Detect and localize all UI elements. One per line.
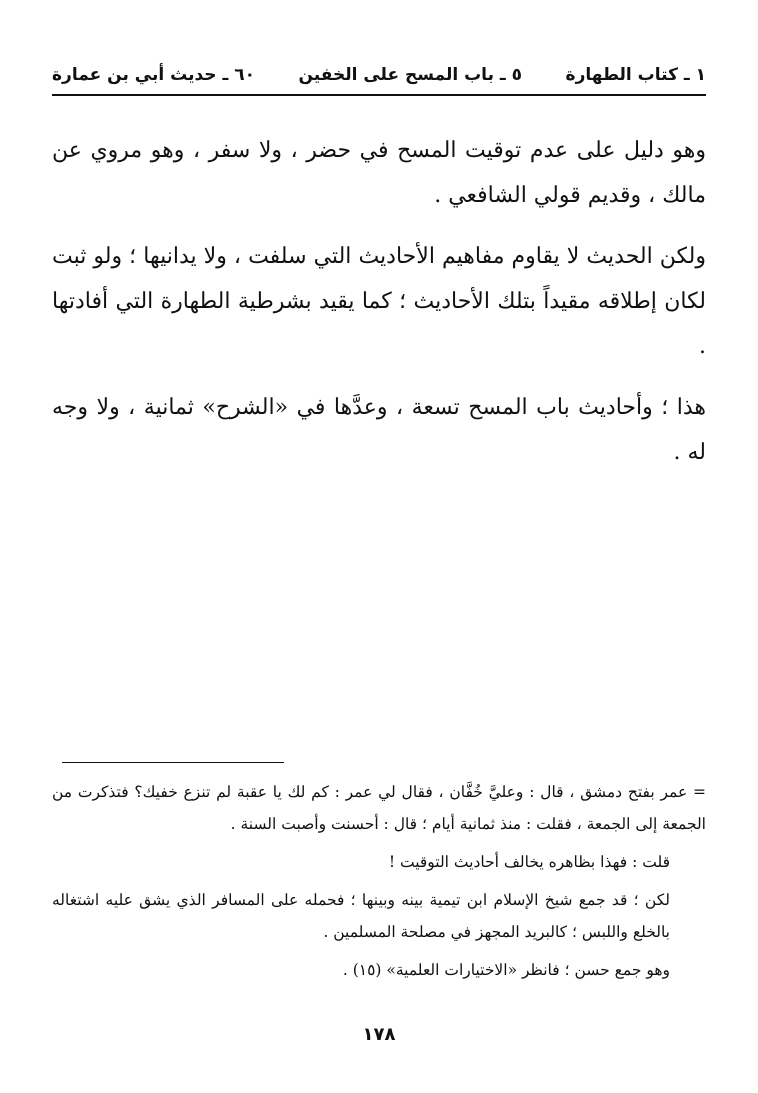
footnotes (52, 776, 706, 992)
main-text (52, 128, 706, 491)
header-section: ٥ ـ باب المسح على الخفين (298, 65, 522, 85)
body-paragraph: هذا ؛ وأحاديث باب المسح تسعة ، وعدَّها في «الشرح» ثمانية ، ولا وجه له . (52, 395, 706, 465)
footnote-question: قلت : فهذا بظاهره يخالف أحاديث التوقيت ! (388, 853, 670, 871)
footnote-reference: وهو جمع حسن ؛ فانظر «الاختيارات العلمية» (١٥) . (342, 961, 670, 979)
footnote-divider (62, 762, 284, 763)
body-paragraph: وهو دليل على عدم توقيت المسح في حضر ، ولا سفر ، وهو مروي عن مالك ، وقديم قولي الشافعي . (52, 138, 706, 208)
running-header (52, 58, 706, 92)
header-divider (52, 94, 706, 96)
header-hadith: ٦٠ ـ حديث أبي بن عمارة (52, 65, 255, 85)
footnote-answer: لكن ؛ قد جمع شيخ الإسلام ابن تيمية بينه وبينها ؛ فحمله على المسافر الذي يشق عليه اشتغاله بالخلع واللبس ؛ كالبريد المجهز في مصلحة المسلمين . (52, 891, 670, 941)
page-number: ١٧٨ (362, 1024, 396, 1045)
header-chapter: ١ ـ كتاب الطهارة (565, 65, 706, 85)
footnote-continuation: = عمر بفتح دمشق ، قال : وعليَّ خُفَّان ، فقال لي عمر : كم لك يا عقبة لم تنزع خفيك؟ فتذكرت من الجمعة إلى الجمعة ، فقلت : منذ ثمانية أيام ؛ قال : أحسنت وأصبت السنة . (52, 783, 706, 833)
body-paragraph: ولكن الحديث لا يقاوم مفاهيم الأحاديث التي سلفت ، ولا يدانيها ؛ ولو ثبت لكان إطلاقه مقيداً بتلك الأحاديث ؛ كما يقيد بشرطية الطهارة التي أفادتها . (52, 244, 706, 359)
